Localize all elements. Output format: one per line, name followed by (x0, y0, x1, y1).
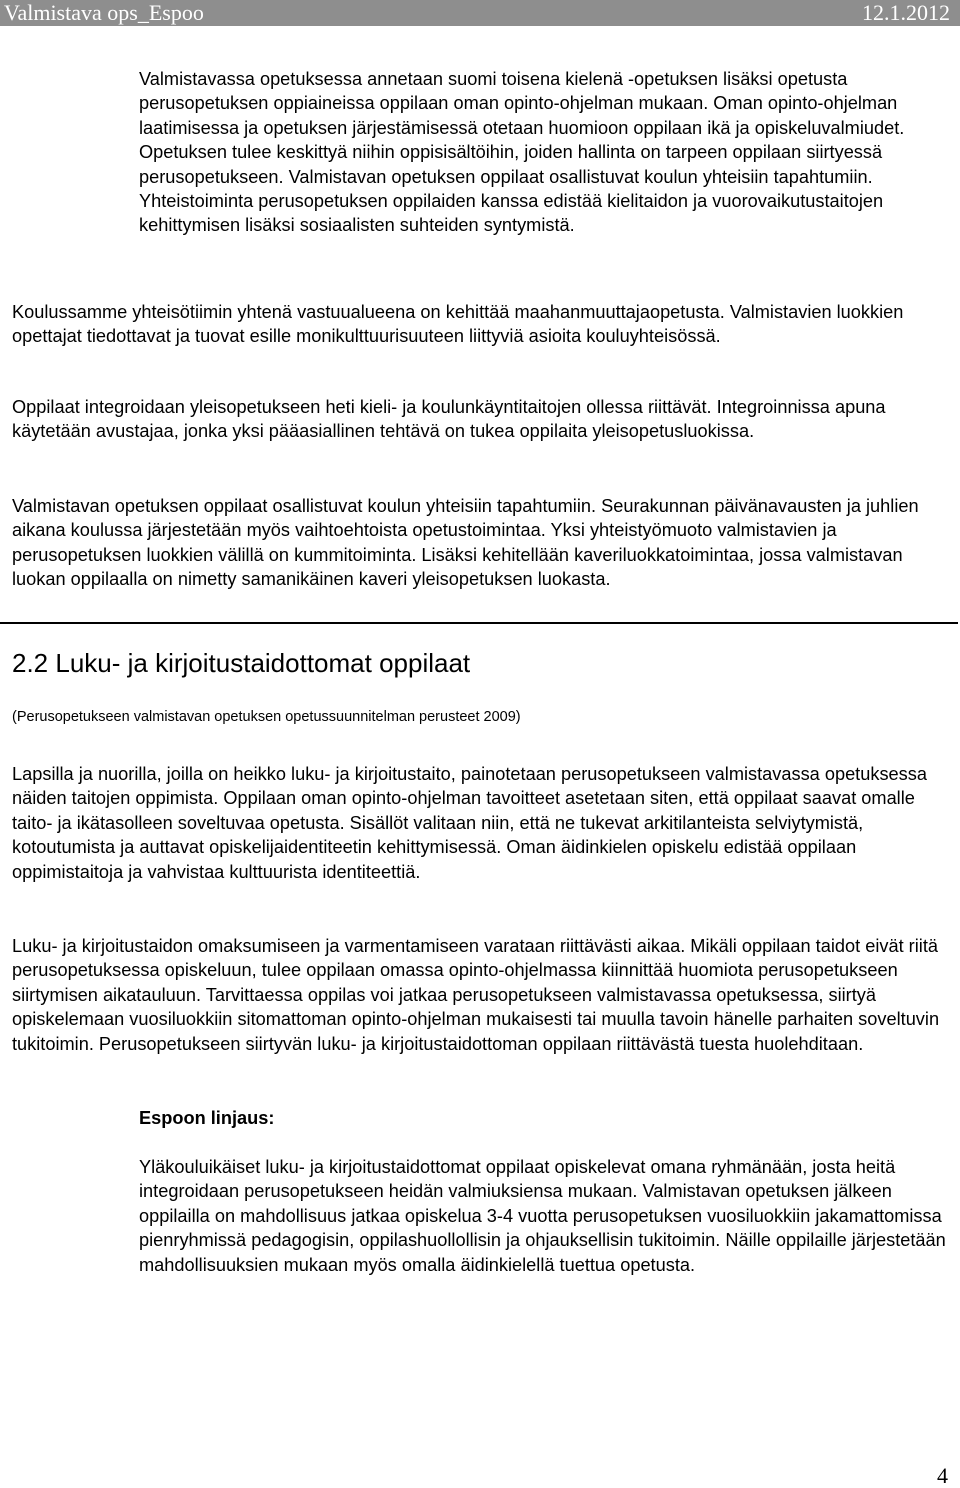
paragraph-community-team: Koulussamme yhteisötiimin yhtenä vastuualueena on kehittää maahanmuuttajaopetusta. Valmistavien luokkien opettajat tiedottavat ja tuovat esille monikulttuurisuuteen liittyviä asioita kouluyhteisössä. (12, 302, 904, 347)
document-date: 12.1.2012 (862, 0, 950, 25)
page-number: 4 (937, 1463, 948, 1488)
paragraph-literacy-focus: Lapsilla ja nuorilla, joilla on heikko luku- ja kirjoitustaito, painotetaan perusopetukseen valmistavassa opetuksessa näiden taitojen oppimista. Oppilaan oman opinto-ohjelman tavoitteet asetetaan siten, että oppilaat saavat omalle taito- ja ikätasolleen soveltuvaa opetusta. Sisällöt valitaan niin, että ne tukevat arkitilanteista selviytymistä, kotoutumista ja auttavat opiskelijaidentiteetin kehittymisessä. Oman äidinkielen opiskelu edistää oppilaan oppimistaitoja ja vahvistaa kulttuurista identiteettiä. (12, 764, 927, 882)
page-header (0, 0, 960, 26)
paragraph-literacy-time: Luku- ja kirjoitustaidon omaksumiseen ja varmentamiseen varataan riittävästi aikaa. Mikäli oppilaan taidot eivät riitä perusopetuksessa opiskeluun, tulee oppilaan omassa opinto-ohjelmassa kiinnittää huomiota perusopetukseen siirtymisen aikatauluun. Tarvittaessa oppilas voi jatkaa perusopetukseen valmistavassa opetuksessa, siirtyä opiskelemaan vuosiluokkiin sitomattoman opinto-ohjelman mukaisesti tai muulla tavoin hänelle parhaiten soveltuvin tukitoimin. Perusopetukseen siirtyvän luku- ja kirjoitustaidottoman oppilaan riittävästä tuesta huolehditaan. (12, 936, 940, 1054)
paragraph-integration: Oppilaat integroidaan yleisopetukseen heti kieli- ja koulunkäyntitaitojen ollessa riittävät. Integroinnissa apuna käytetään avustajaa, jonka yksi pääasiallinen tehtävä on tukea oppilaita yleisopetusluokissa. (12, 397, 886, 442)
intro-paragraph: Valmistavassa opetuksessa annetaan suomi toisena kielenä -opetuksen lisäksi opetusta perusopetuksen oppiaineissa oppilaan oman opinto-ohjelman mukaan. Oman opinto-ohjelman laatimisessa ja opetuksen järjestämisessä otetaan huomioon oppilaan ikä ja opiskeluvalmiudet. Opetuksen tulee keskittyä niihin oppisisältöihin, joiden hallinta on tarpeen oppilaan siirtyessä perusopetukseen. Valmistavan opetuksen oppilaat osallistuvat koulun yhteisiin tapahtumiin. Yhteistoiminta perusopetuksen oppilaiden kanssa edistää kielitaidon ja vuorovaikutustaitojen kehittymisen lisäksi sosiaalisten suhteiden syntymistä. (139, 69, 905, 236)
source-note: (Perusopetukseen valmistavan opetuksen opetussuunnitelman perusteet 2009) (12, 709, 521, 725)
section-heading: 2.2 Luku- ja kirjoitustaidottomat oppilaat (12, 648, 471, 678)
paragraph-school-events: Valmistavan opetuksen oppilaat osallistuvat koulun yhteisiin tapahtumiin. Seurakunnan päivänavausten ja juhlien aikana koulussa järjestetään myös vaihtoehtoista opetustoimintaa. Yksi yhteistyömuoto valmistavien ja perusopetuksen luokkien välillä on kummitoiminta. Lisäksi kehitellään kaveriluokkatoimintaa, jossa valmistavan luokan oppilaalla on nimetty samanikäinen kaveri yleisopetuksen luokasta. (12, 496, 919, 590)
espoo-policy-title: Espoon linjaus: (139, 1108, 275, 1128)
espoo-policy-text: Yläkouluikäiset luku- ja kirjoitustaidottomat oppilaat opiskelevat omana ryhmänään, josta heitä integroidaan perusopetukseen heidän valmiuksiensa mukaan. Valmistavan opetuksen jälkeen oppilailla on mahdollisuus jatkaa opiskelua 3-4 vuotta perusopetuksen vuosiluokkiin jakamattomissa pienryhmissä pedagogisin, oppilashuollollisin ja ohjauksellisin tukitoimin. Näille oppilaille järjestetään mahdollisuuksien mukaan myös omalla äidinkielellä tuettua opetusta. (139, 1157, 946, 1275)
section-divider (0, 622, 958, 624)
document-title: Valmistava ops_Espoo (4, 0, 204, 25)
